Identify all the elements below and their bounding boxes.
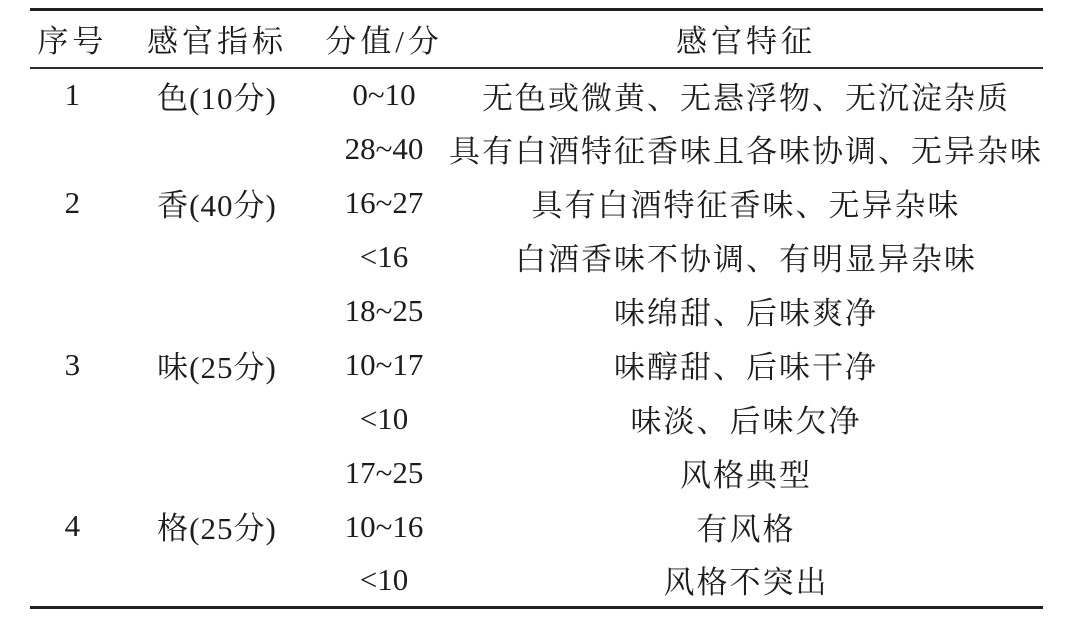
feature-cell: 风格不突出 xyxy=(663,565,829,601)
row-no-cell: 1 xyxy=(64,77,81,112)
feature-cell: 味淡、后味欠净 xyxy=(630,404,862,439)
table-header-row xyxy=(30,10,1043,68)
feature-cell: 味绵甜、后味爽净 xyxy=(613,296,878,331)
row-no-cell: 3 xyxy=(64,346,81,382)
feature-cell: 具有白酒特征香味且各味协调、无异杂味 xyxy=(448,134,1043,169)
feature-cell: 白酒香味不协调、有明显异杂味 xyxy=(514,242,977,277)
indicator-cell: 味(25分) xyxy=(157,350,277,385)
score-cell: 10~16 xyxy=(344,508,424,544)
score-cell: 16~27 xyxy=(344,184,424,220)
score-cell: 18~25 xyxy=(344,292,424,328)
row-no-cell: 4 xyxy=(64,507,81,543)
feature-cell: 味醇甜、后味干净 xyxy=(613,350,878,385)
table-row xyxy=(30,284,1043,338)
header-col-score: 分值/分 xyxy=(319,10,449,68)
score-cell: 17~25 xyxy=(344,454,424,490)
feature-cell: 有风格 xyxy=(696,512,796,547)
header-col-indicator: 感官指标 xyxy=(115,10,319,68)
score-cell: 28~40 xyxy=(344,130,424,166)
indicator-cell: 色(10分) xyxy=(157,80,277,116)
score-cell: 10~17 xyxy=(344,346,424,382)
header-col-feature: 感官特征 xyxy=(449,10,1043,68)
header-col-no: 序号 xyxy=(30,10,115,68)
feature-cell: 无色或微黄、无悬浮物、无沉淀杂质 xyxy=(481,80,1010,116)
feature-cell: 风格典型 xyxy=(679,458,812,493)
table-row xyxy=(30,446,1043,500)
score-cell: <10 xyxy=(359,400,409,436)
score-cell: 0~10 xyxy=(352,77,416,112)
score-cell: <10 xyxy=(359,561,409,597)
table-row xyxy=(30,68,1043,122)
indicator-cell: 格(25分) xyxy=(157,511,277,547)
score-cell: <16 xyxy=(359,238,409,274)
feature-cell: 具有白酒特征香味、无异杂味 xyxy=(531,188,961,223)
row-no-cell: 2 xyxy=(64,184,81,220)
sensory-evaluation-table xyxy=(30,8,1043,609)
indicator-cell: 香(40分) xyxy=(157,188,277,223)
table-row xyxy=(30,122,1043,176)
